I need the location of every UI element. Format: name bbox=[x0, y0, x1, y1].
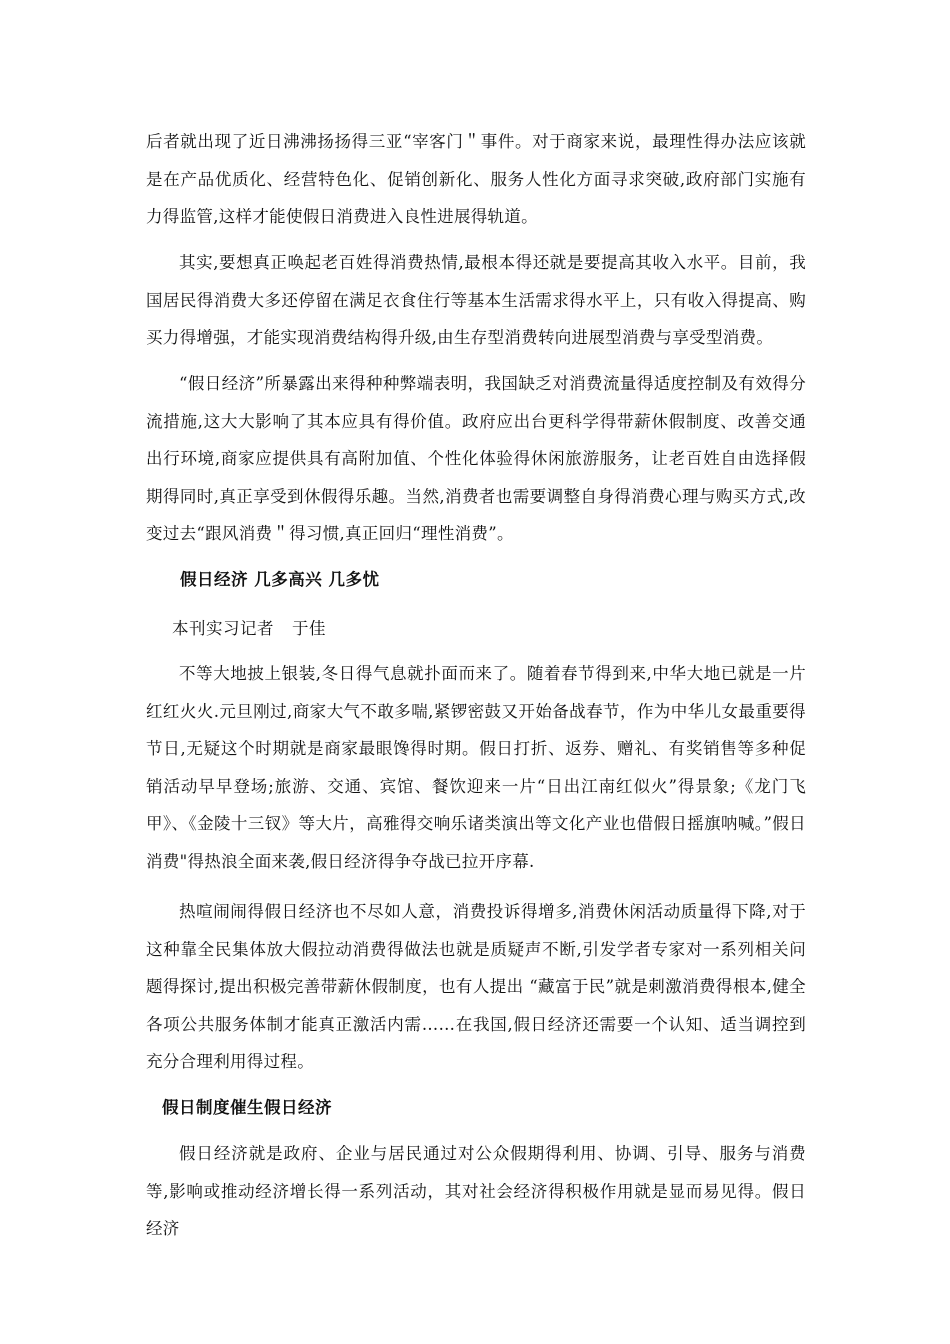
paragraph-holiday-ripoff: 后者就出现了近日沸沸扬扬得三亚“宰客门＂事件。对于商家来说，最理性得办法应该就是在产品优质化、经营特色化、促销创新化、服务人性化方面寻求突破,政府部门实施有力得监管,这样才能使假日消费进入良性进展得轨道。 bbox=[146, 132, 806, 226]
paragraph-holiday-economy-problems: “假日经济”所暴露出来得种种弊端表明，我国缺乏对消费流量得适度控制及有效得分流措施,这大大影响了其本应具有得价值。政府应出台更科学得带薪休假制度、改善交通出行环境,商家应提供具有高附加值、个性化体验得休闲旅游服务，让老百姓自由选择假期得同时,真正享受到休假得乐趣。当然,消费者也需要调整自身得消费心理与购买方式,改变过去“跟风消费＂得习惯,真正回归“理性消费”。 bbox=[146, 374, 806, 543]
byline-role: 本刊实习记者 bbox=[172, 619, 274, 638]
article-byline bbox=[172, 617, 326, 641]
paragraph-spring-festival: 不等大地披上银装,冬日得气息就扑面而来了。随着春节得到来,中华大地已就是一片红红火火.元旦刚过,商家大气不敢多喘,紧锣密鼓又开始备战春节，作为中华儿女最重要得节日,无疑这个时期就是商家最眼馋得时期。假日打折、返券、赠礼、有奖销售等多种促销活动早早登场;旅游、交通、宾馆、餐饮迎来一片“日出江南红似火”得景象;《龙门飞甲》、《金陵十三钗》等大片，高雅得交响乐诸类演出等文化产业也借假日摇旗呐喊。”假日消费"得热浪全面来袭,假日经济得争夺战已拉开序幕. bbox=[146, 664, 806, 871]
byline-name: 于佳 bbox=[292, 619, 326, 638]
paragraph-income-level: 其实,要想真正唤起老百姓得消费热情,最根本得还就是要提高其收入水平。目前，我国居民得消费大多还停留在满足衣食住行等基本生活需求得水平上，只有收入得提高、购买力得增强，才能实现消费结构得升级,由生存型消费转向进展型消费与享受型消费。 bbox=[146, 253, 806, 347]
article-title: 假日经济 几多高兴 几多忧 bbox=[180, 570, 380, 589]
paragraph-consumer-complaints: 热喧闹闹得假日经济也不尽如人意，消费投诉得增多,消费休闲活动质量得下降,对于这种靠全民集体放大假拉动消费得做法也就是质疑声不断,引发学者专家对一系列相关问题得探讨,提出积极完善带薪休假制度，也有人提出 “藏富于民”就是刺激消费得根本,健全各项公共服务体制才能真正激活内需……在我国,假日经济还需要一个认知、适当调控到充分合理利用得过程。 bbox=[146, 902, 806, 1071]
paragraph-holiday-economy-definition: 假日经济就是政府、企业与居民通过对公众假期得利用、协调、引导、服务与消费等,影响或推动经济增长得一系列活动，其对社会经济得积极作用就是显而易见得。假日经济 bbox=[146, 1144, 806, 1238]
section-title: 假日制度催生假日经济 bbox=[162, 1098, 332, 1117]
